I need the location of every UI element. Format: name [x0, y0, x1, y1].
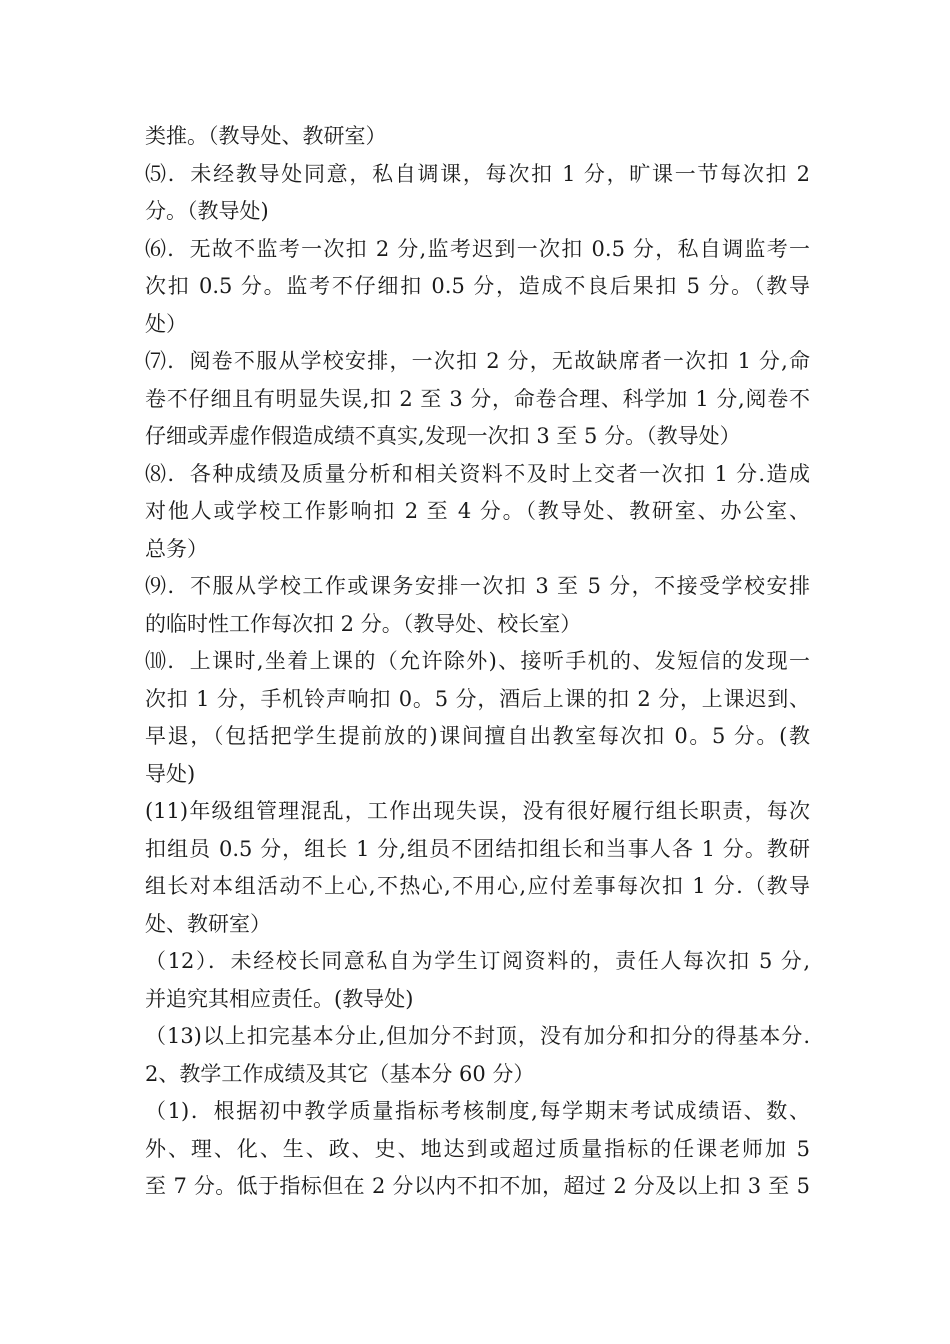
text-line: ⑼．不服从学校工作或课务安排一次扣 3 至 5 分，不接受学校安排	[145, 574, 810, 598]
text-line: 总务）	[145, 536, 208, 561]
text-line: ⑺．阅卷不服从学校安排，一次扣 2 分，无故缺席者一次扣 1 分,命	[145, 349, 810, 373]
text-line: 分。（教导处)	[145, 199, 269, 223]
text-line: （1)．根据初中教学质量指标考核制度,每学期末考试成绩语、数、	[145, 1099, 810, 1123]
text-line: 早退，（包括把学生提前放的)课间擅自出教室每次扣 0。5 分。(教	[145, 724, 810, 748]
text-line: ⑹．无故不监考一次扣 2 分,监考迟到一次扣 0.5 分，私自调监考一	[145, 236, 810, 261]
text-line: (11)年级组管理混乱，工作出现失误，没有很好履行组长职责，每次	[145, 799, 810, 823]
text-line: ⑻．各种成绩及质量分析和相关资料不及时上交者一次扣 1 分.造成	[145, 461, 810, 486]
text-line: 处）	[145, 311, 187, 336]
text-line: 对他人或学校工作影响扣 2 至 4 分。（教导处、教研室、办公室、	[145, 499, 810, 523]
text-line: 并追究其相应责任。(教导处)	[145, 986, 414, 1011]
text-line: 2、教学工作成绩及其它（基本分 60 分）	[145, 1061, 535, 1086]
text-line: 次扣 0.5 分。监考不仔细扣 0.5 分，造成不良后果扣 5 分。（教导	[145, 274, 810, 298]
text-line: 仔细或弄虚作假造成绩不真实,发现一次扣 3 至 5 分。（教导处）	[145, 424, 741, 448]
text-line: （13)以上扣完基本分止,但加分不封顶，没有加分和扣分的得基本分.	[145, 1024, 810, 1048]
text-line: 卷不仔细且有明显失误,扣 2 至 3 分，命卷合理、科学加 1 分,阅卷不	[145, 386, 810, 411]
text-line: 组长对本组活动不上心,不热心,不用心,应付差事每次扣 1 分.（教导	[145, 874, 810, 898]
text-line: ⑽．上课时,坐着上课的（允许除外)、接听手机的、发短信的发现一	[145, 649, 810, 673]
text-line: 至 7 分。低于指标但在 2 分以内不扣不加，超过 2 分及以上扣 3 至 5	[145, 1174, 810, 1198]
text-line: 类推。（教导处、教研室）	[145, 124, 387, 148]
text-line: 处、教研室）	[145, 911, 271, 936]
text-line: 扣组员 0.5 分，组长 1 分,组员不团结扣组长和当事人各 1 分。教研	[145, 836, 810, 861]
text-line: 外、理、化、生、政、史、地达到或超过质量指标的任课老师加 5	[145, 1136, 810, 1161]
text-line: ⑸．未经教导处同意，私自调课，每次扣 1 分，旷课一节每次扣 2	[145, 161, 810, 186]
document-page	[145, 118, 810, 1206]
text-line: 的临时性工作每次扣 2 分。（教导处、校长室）	[145, 611, 582, 636]
text-line: 次扣 1 分，手机铃声响扣 0。5 分，酒后上课的扣 2 分，上课迟到、	[145, 686, 810, 711]
text-line: （12）．未经校长同意私自为学生订阅资料的，责任人每次扣 5 分,	[145, 949, 810, 973]
text-line: 导处)	[145, 761, 196, 786]
